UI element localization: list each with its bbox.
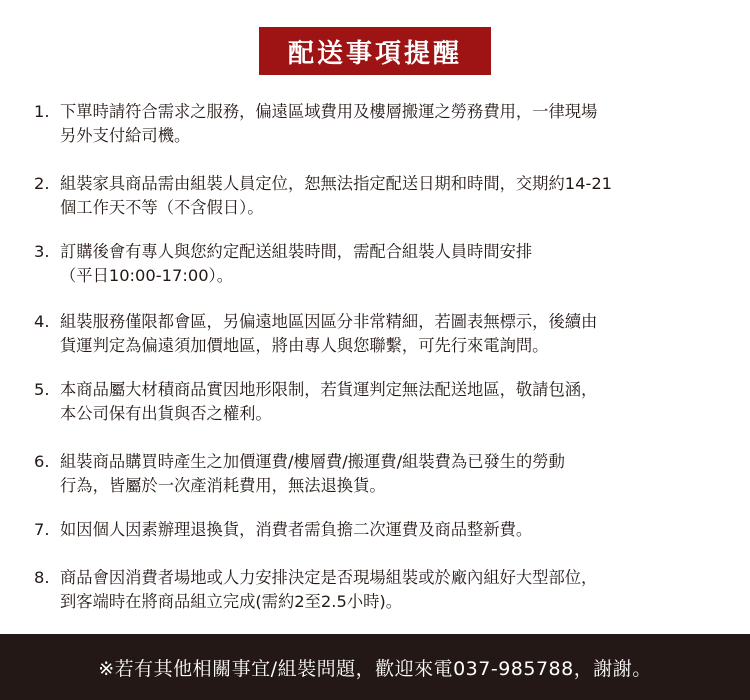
item-number: 1. (34, 102, 50, 121)
list-item (34, 450, 734, 498)
item-text: 組裝家具商品需由組裝人員定位，恕無法指定配送日期和時間，交期約14-21 個工作天不等（不含假日）。 (60, 174, 613, 217)
list-item (34, 240, 734, 288)
list-item (34, 172, 734, 220)
item-text: 下單時請符合需求之服務，偏遠區域費用及樓層搬運之勞務費用，一律現場 另外支付給司機。 (60, 102, 598, 145)
list-item (34, 310, 734, 358)
list-item (34, 378, 734, 426)
item-text: 組裝服務僅限都會區，另偏遠地區因區分非常精細，若圖表無標示，後續由 貨運判定為偏遠須加價地區，將由專人與您聯繫，可先行來電詢問。 (60, 312, 598, 355)
list-item (34, 518, 734, 542)
item-number: 8. (34, 568, 50, 587)
item-number: 3. (34, 242, 50, 261)
item-text: 組裝商品購買時產生之加價運費/樓層費/搬運費/組裝費為已發生的勞動 行為，皆屬於一次產消耗費用，無法退換貨。 (60, 452, 565, 495)
item-text: 訂購後會有專人與您約定配送組裝時間，需配合組裝人員時間安排 （平日10:00-17:00）。 (60, 242, 533, 285)
item-text: 本商品屬大材積商品實因地形限制，若貨運判定無法配送地區，敬請包涵， 本公司保有出貨與否之權利。 (60, 380, 598, 423)
item-text: 商品會因消費者場地或人力安排決定是否現場組裝或於廠內組好大型部位， 到客端時在將商品組立完成(需約2至2.5小時)。 (60, 568, 598, 611)
item-number: 2. (34, 174, 50, 193)
page-title: 配送事項提醒 (259, 27, 491, 75)
item-number: 5. (34, 380, 50, 399)
item-number: 7. (34, 520, 50, 539)
list-item (34, 100, 734, 148)
list-item (34, 566, 734, 614)
footer-contact-banner: ※若有其他相關事宜/組裝問題，歡迎來電037-985788，謝謝。 (0, 634, 750, 700)
item-text: 如因個人因素辦理退換貨，消費者需負擔二次運費及商品整新費。 (60, 520, 533, 539)
item-number: 6. (34, 452, 50, 471)
item-number: 4. (34, 312, 50, 331)
